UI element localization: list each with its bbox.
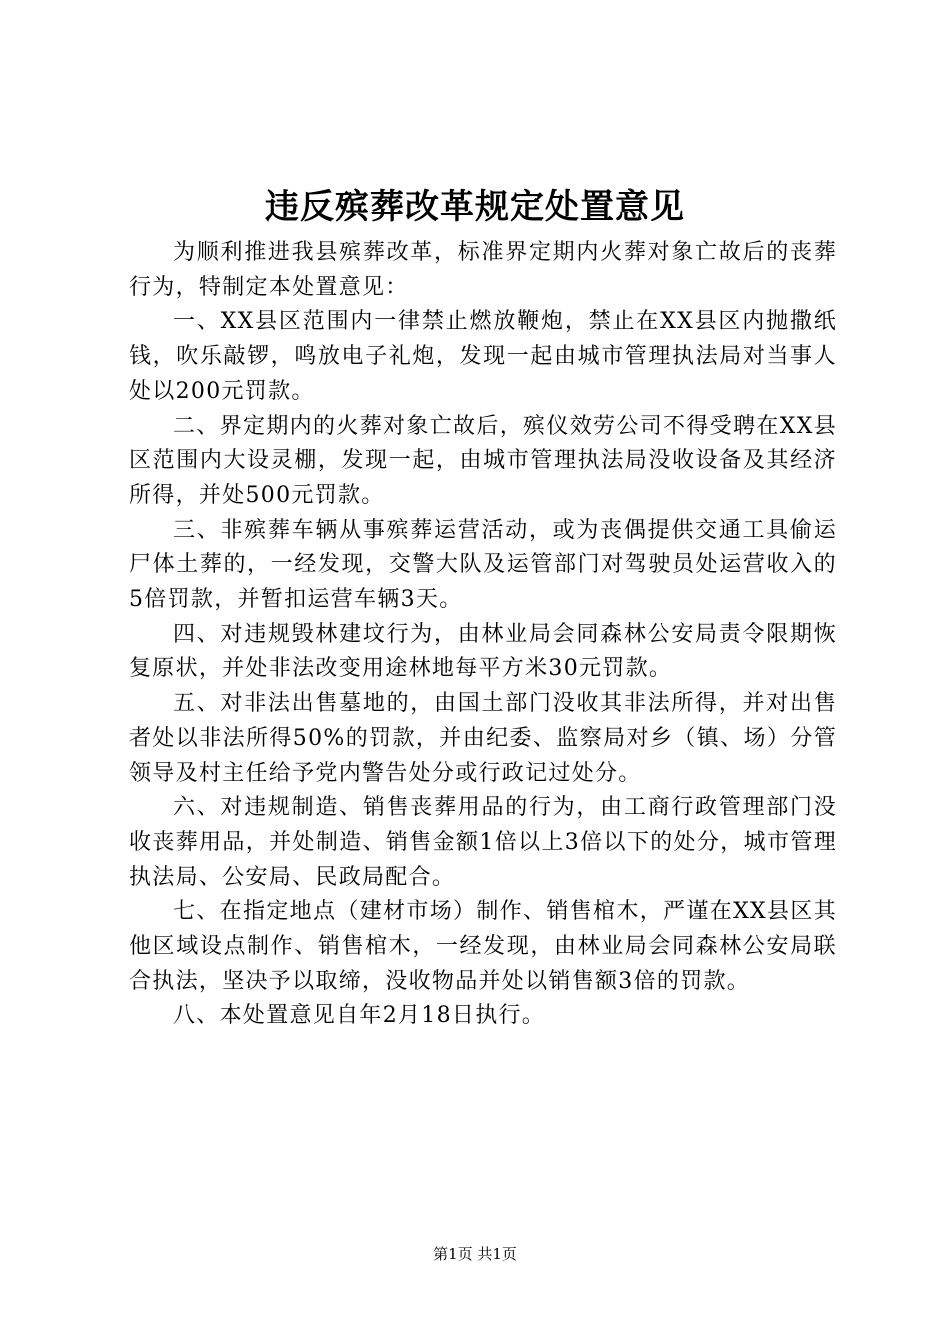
paragraph-item-3: 三、非殡葬车辆从事殡葬运营活动，或为丧偶提供交通工具偷运尸体土葬的，一经发现，交警大队及运管部门对驾驶员处运营收入的5倍罚款，并暂扣运营车辆3天。	[129, 517, 837, 613]
paragraph-item-1: 一、XX县区范围内一律禁止燃放鞭炮，禁止在XX县区内抛撒纸钱，吹乐敲锣，鸣放电子礼炮，发现一起由城市管理执法局对当事人处以200元罚款。	[129, 309, 837, 404]
paragraph-item-4: 四、对违规毁林建坟行为，由林业局会同森林公安局责令限期恢复原状，并处非法改变用途林地每平方米30元罚款。	[129, 621, 837, 682]
paragraph-item-6: 六、对违规制造、销售丧葬用品的行为，由工商行政管理部门没收丧葬用品，并处制造、销售金额1倍以上3倍以下的处分，城市管理执法局、公安局、民政局配合。	[129, 795, 837, 890]
paragraph-item-7: 七、在指定地点（建材市场）制作、销售棺木，严谨在XX县区其他区域设点制作、销售棺木，一经发现，由林业局会同森林公安局联合执法，坚决予以取缔，没收物品并处以销售额3倍的罚款。	[129, 899, 837, 994]
document-title: 违反殡葬改革规定处置意见	[265, 187, 685, 227]
page-number-footer: 第1页 共1页	[433, 1245, 517, 1263]
document-body	[129, 236, 837, 1034]
paragraph-item-2: 二、界定期内的火葬对象亡故后，殡仪效劳公司不得受聘在XX县区范围内大设灵棚，发现一起，由城市管理执法局没收设备及其经济所得，并处500元罚款。	[129, 413, 837, 508]
paragraph-item-5: 五、对非法出售墓地的，由国土部门没收其非法所得，并对出售者处以非法所得50%的罚款，并由纪委、监察局对乡（镇、场）分管领导及村主任给予党内警告处分或行政记过处分。	[129, 691, 837, 786]
paragraph-intro: 为顺利推进我县殡葬改革，标准界定期内火葬对象亡故后的丧葬行为，特制定本处置意见：	[129, 240, 837, 300]
paragraph-item-8: 八、本处置意见自年2月18日执行。	[173, 1003, 546, 1029]
